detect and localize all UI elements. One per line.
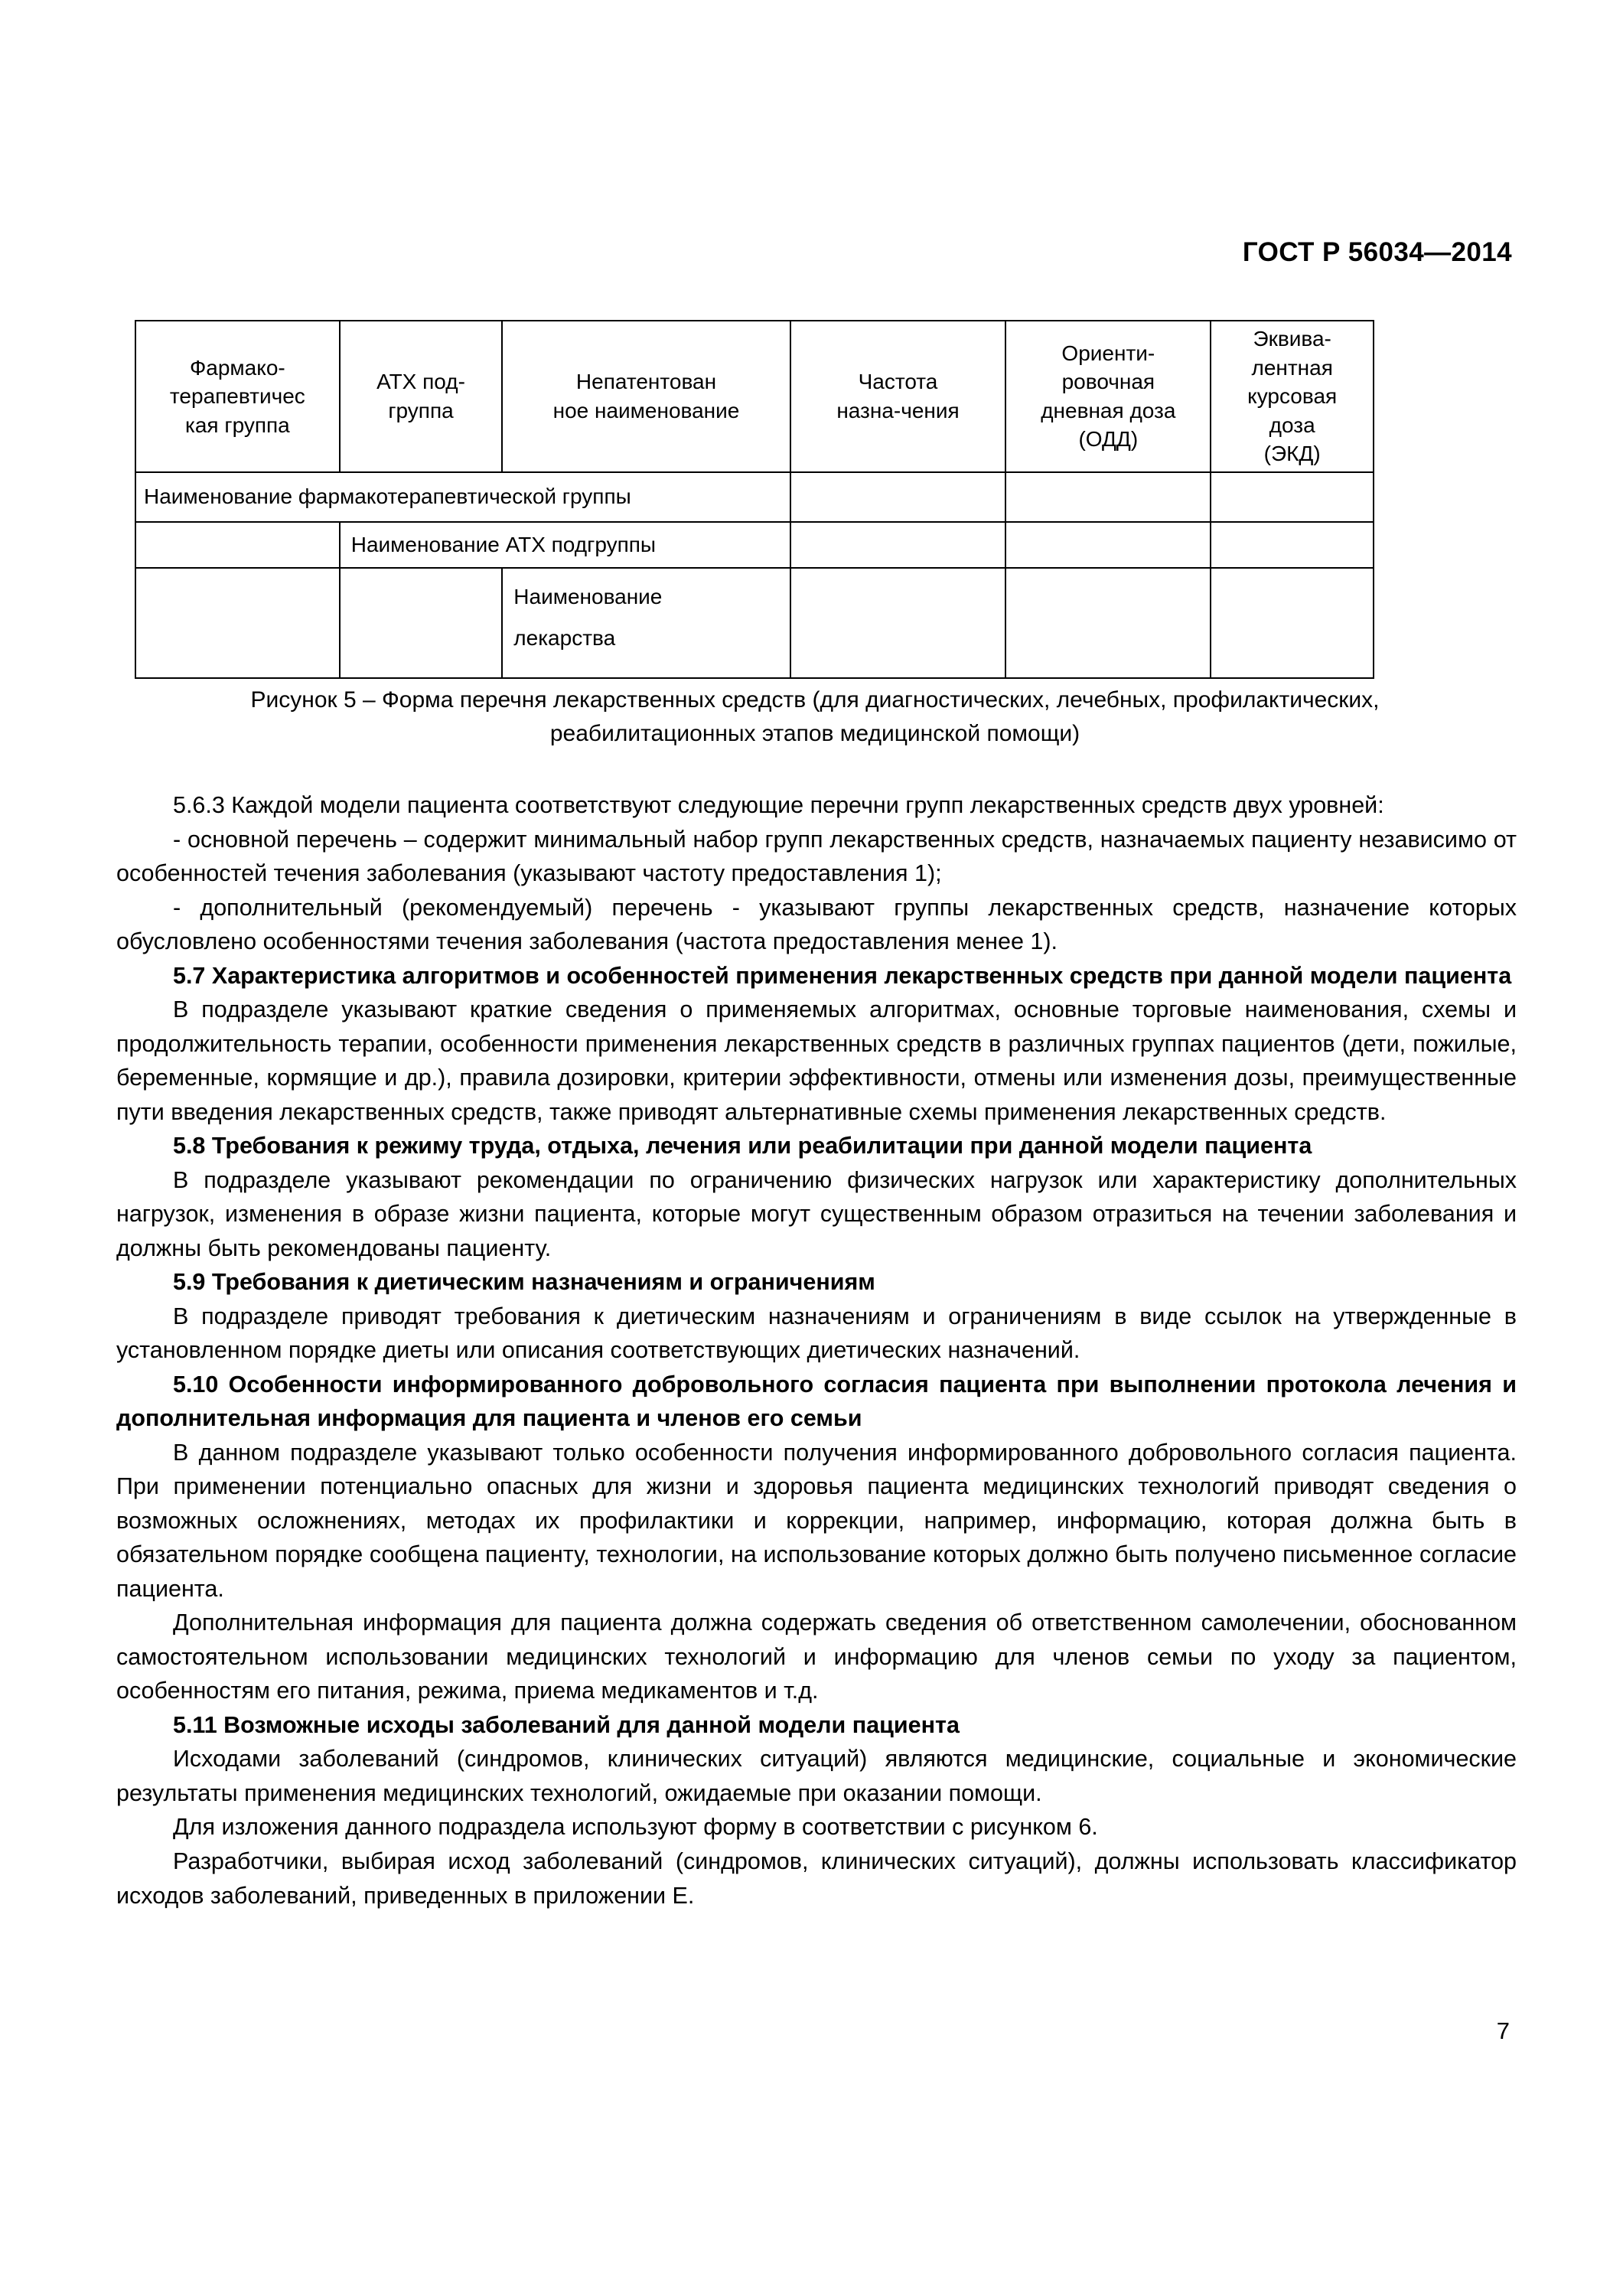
header-line: Непатентован (575, 370, 717, 394)
header-line: терапевтичес (169, 384, 305, 409)
cell-group-empty (135, 522, 340, 568)
paragraph-5-10-a: В данном подразделе указывают только особенности получения информированного добровольного согласия пациента. При применении потенциально опасных для жизни и здоровья пациента медицинских технологий приводят сведения о возможных осложнениях, методах их профилактики и коррекции, например, информацию, которая должна быть в обязательном порядке сообщена пациенту, технологии, на использование которых должно быть получено письменное согласие пациента. (116, 1439, 1517, 1602)
medicinal-products-form-table (135, 320, 1374, 679)
heading-5-7: 5.7 Характеристика алгоритмов и особенностей применения лекарственных средств при данной модели пациента (173, 962, 1512, 989)
header-line: лентная (1251, 355, 1333, 380)
paragraph-5-11-a: Исходами заболеваний (синдромов, клинических ситуаций) являются медицинские, социальные и экономические результаты применения медицинских технологий, ожидаемые при оказании помощи. (116, 1746, 1517, 1806)
heading-5-10: 5.10 Особенности информированного добровольного согласия пациента при выполнении протокола лечения и дополнительная информация для пациента и членов его семьи (116, 1371, 1517, 1432)
paragraph-5-11-b: Для изложения данного подраздела используют форму в соответствии с рисунком 6. (173, 1814, 1098, 1841)
header-line: АТХ под- (376, 370, 465, 394)
medicine-name-line: лекарства (513, 626, 616, 651)
figure-caption-line-1: Рисунок 5 – Форма перечня лекарственных средств (для диагностических, лечебных, профилактических, (250, 687, 1380, 713)
table-header-pharmacotherapeutic-group (135, 321, 340, 472)
header-line: группа (388, 398, 454, 422)
cell-atc-empty (340, 568, 503, 678)
cell-course-dose-empty (1211, 472, 1374, 522)
header-line: (ОДД) (1078, 427, 1139, 452)
table-row (135, 472, 1374, 522)
document-body (116, 788, 1517, 1913)
paragraph-5-9: В подразделе приводят требования к диетическим назначениям и ограничениям в виде ссылок на утвержденные в установленном порядке диеты или описания соответствующих диетических назначений. (116, 1303, 1517, 1364)
page-number: 7 (1496, 2017, 1510, 2044)
cell-daily-dose-empty (1005, 568, 1211, 678)
header-line: Фармако- (190, 355, 285, 380)
table-header-atc-subgroup (340, 321, 503, 472)
header-line: курсовая (1247, 384, 1338, 409)
header-line: дневная доза (1041, 398, 1176, 422)
heading-5-8: 5.8 Требования к режиму труда, отдыха, лечения или реабилитации при данной модели пациента (173, 1133, 1312, 1159)
paragraph-additional-list: - дополнительный (рекомендуемый) перечень - указывают группы лекарственных средств, назначение которых обусловлено особенностями течения заболевания (частота предоставления менее 1). (116, 894, 1517, 955)
cell-group-empty (135, 568, 340, 678)
row-label-medicine-name (502, 568, 790, 678)
table-header-prescription-frequency (790, 321, 1006, 472)
cell-frequency-empty (790, 522, 1006, 568)
paragraph-5-8: В подразделе указывают рекомендации по ограничению физических нагрузок или характеристику дополнительных нагрузок, изменения в образе жизни пациента, которые могут существенным образом отразиться на течении заболевания и должны быть рекомендованы пациенту. (116, 1166, 1517, 1261)
figure-5-block (135, 320, 1374, 679)
header-line: назна-чения (836, 398, 960, 422)
paragraph-5-11-c: Разработчики, выбирая исход заболеваний (синдромов, клинических ситуаций), должны использовать классификатор исходов заболеваний, приведенных в приложении Е. (116, 1848, 1517, 1909)
cell-frequency-empty (790, 568, 1006, 678)
cell-daily-dose-empty (1005, 522, 1211, 568)
table-header-equivalent-course-dose (1211, 321, 1374, 472)
header-line: Эквива- (1253, 327, 1331, 351)
header-line: ровочная (1061, 370, 1155, 394)
paragraph-5-6-3: 5.6.3 Каждой модели пациента соответствуют следующие перечни групп лекарственных средств двух уровней: (173, 792, 1384, 818)
header-line: ное наименование (552, 398, 740, 422)
cell-frequency-empty (790, 472, 1006, 522)
header-line: Ориенти- (1061, 341, 1155, 365)
header-line: Частота (858, 370, 938, 394)
cell-course-dose-empty (1211, 522, 1374, 568)
table-row (135, 522, 1374, 568)
paragraph-basic-list: - основной перечень – содержит минимальный набор групп лекарственных средств, назначаемых пациенту независимо от особенностей течения заболевания (указывают частоту предоставления 1); (116, 826, 1517, 887)
medicine-name-line: Наименование (513, 584, 663, 608)
figure-caption-line-2: реабилитационных этапов медицинской помощи) (549, 720, 1080, 746)
header-line: (ЭКД) (1263, 442, 1321, 466)
document-standard-header: ГОСТ Р 56034—2014 (1242, 237, 1512, 267)
row-label-atc-subgroup: Наименование АТХ подгруппы (340, 522, 790, 568)
heading-5-11: 5.11 Возможные исходы заболеваний для данной модели пациента (173, 1711, 960, 1738)
table-row (135, 568, 1374, 678)
paragraph-5-10-b: Дополнительная информация для пациента должна содержать сведения об ответственном самолечении, обоснованном самостоятельном использовании медицинских технологий и информацию для членов семьи по уходу за пациентом, особенностям его питания, режима, приема медикаментов и т.д. (116, 1609, 1517, 1704)
table-header-nonproprietary-name (502, 321, 790, 472)
heading-5-9: 5.9 Требования к диетическим назначениям и ограничениям (173, 1269, 875, 1296)
table-header-estimated-daily-dose (1005, 321, 1211, 472)
cell-course-dose-empty (1211, 568, 1374, 678)
table-header-row (135, 321, 1374, 472)
header-line: кая группа (184, 413, 290, 437)
cell-daily-dose-empty (1005, 472, 1211, 522)
header-line: доза (1269, 413, 1315, 437)
row-label-pharmacotherapeutic-group: Наименование фармакотерапевтической группы (135, 472, 790, 522)
paragraph-5-7: В подразделе указывают краткие сведения о применяемых алгоритмах, основные торговые наименования, схемы и продолжительность терапии, особенности применения лекарственных средств в различных группах пациентов (дети, пожилые, беременные, кормящие и др.), правила дозировки, критерии эффективности, отмены или изменения дозы, преимущественные пути введения лекарственных средств, также приводят альтернативные схемы применения лекарственных средств. (116, 996, 1517, 1125)
figure-5-caption (115, 683, 1515, 750)
